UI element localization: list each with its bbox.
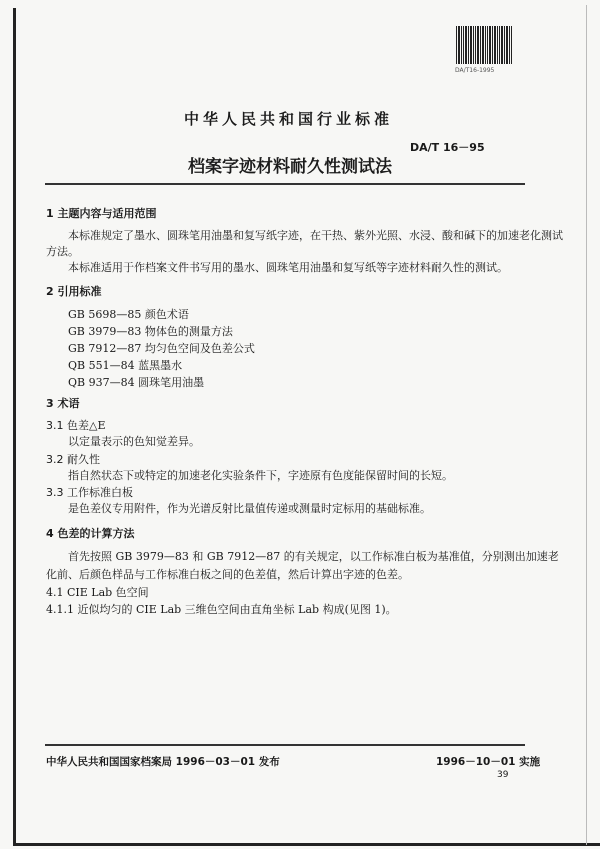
section-3-heading: 3 术语 <box>46 397 80 410</box>
barcode-bar <box>487 26 488 64</box>
barcode-bar <box>509 26 510 64</box>
scan-edge-right <box>586 5 587 845</box>
term-heading: 3.3 工作标准白板 <box>46 486 133 499</box>
section-2-heading: 2 引用标准 <box>46 285 102 298</box>
barcode-bar <box>461 26 462 64</box>
term-definition: 指自然状态下或特定的加速老化实验条件下，字迹原有色度能保留时间的长短。 <box>68 469 453 482</box>
barcode-bar <box>482 26 485 64</box>
term-definition: 以定量表示的色知觉差异。 <box>68 435 200 448</box>
scan-edge-left <box>13 8 16 844</box>
paragraph: 本标准适用于作档案文件书写用的墨水、圆珠笔用油墨和复写纸等字迹材料耐久性的测试。 <box>68 261 508 274</box>
barcode-bar <box>480 26 481 64</box>
issue-date: 中华人民共和国国家档案局 1996－03－01 发布 <box>46 756 280 768</box>
barcode-bar <box>499 26 500 64</box>
barcode-bar <box>473 26 474 64</box>
reference-item: QB 937—84 圆珠笔用油墨 <box>68 376 205 389</box>
reference-item: QB 551—84 蓝黑墨水 <box>68 359 183 372</box>
standard-code: DA/T 16－95 <box>410 141 485 154</box>
paragraph: 化前、后颜色样品与工作标准白板之间的色差值，然后计算出字迹的色差。 <box>46 568 409 581</box>
barcode-bar <box>492 26 493 64</box>
page-number: 39 <box>497 770 509 780</box>
term-heading: 3.1 色差△E <box>46 419 106 432</box>
barcode-bar <box>511 26 512 64</box>
barcode-bar <box>477 26 479 64</box>
effective-date: 1996－10－01 实施 <box>436 756 541 768</box>
barcode-bar <box>468 26 469 64</box>
paragraph: 方法。 <box>46 245 79 258</box>
paragraph: 首先按照 GB 3979—83 和 GB 7912—87 的有关规定，以工作标准白板为基准值，分别测出加速老 <box>68 550 559 563</box>
barcode <box>456 26 512 64</box>
industry-standard-heading: 中华人民共和国行业标准 <box>184 110 394 128</box>
paragraph: 本标准规定了墨水、圆珠笔用油墨和复写纸字迹，在干热、紫外光照、水浸、酸和碱下的加速老化测试 <box>68 229 563 242</box>
scan-edge-bottom <box>13 843 600 846</box>
barcode-bar <box>489 26 491 64</box>
reference-item: GB 5698—85 颜色术语 <box>68 308 189 321</box>
barcode-bar <box>497 26 498 64</box>
barcode-bar <box>465 26 468 64</box>
reference-item: GB 7912—87 均匀色空间及色差公式 <box>68 342 255 355</box>
barcode-bar <box>463 26 464 64</box>
barcode-bar <box>501 26 504 64</box>
barcode-bar <box>504 26 505 64</box>
section-4-heading: 4 色差的计算方法 <box>46 527 135 540</box>
footer-rule <box>45 744 525 746</box>
barcode-bar <box>494 26 496 64</box>
barcode-bar <box>470 26 472 64</box>
barcode-label: DA/T16-1995 <box>455 67 495 74</box>
barcode-bar <box>475 26 476 64</box>
reference-item: GB 3979—83 物体色的测量方法 <box>68 325 233 338</box>
section-1-heading: 1 主题内容与适用范围 <box>46 207 157 220</box>
term-heading: 3.2 耐久性 <box>46 453 100 466</box>
barcode-bar <box>456 26 457 64</box>
barcode-bar <box>506 26 508 64</box>
document-title: 档案字迹材料耐久性测试法 <box>188 157 392 177</box>
subsection-4-1-1: 4.1.1 近似均匀的 CIE Lab 三维色空间由直角坐标 Lab 构成(见图 1)。 <box>46 603 397 616</box>
barcode-bar <box>458 26 460 64</box>
subsection-4-1: 4.1 CIE Lab 色空间 <box>46 586 149 599</box>
barcode-bar <box>485 26 486 64</box>
term-definition: 是色差仪专用附件，作为光谱反射比量值传递或测量时定标用的基础标准。 <box>68 502 431 515</box>
header-rule <box>45 183 525 185</box>
